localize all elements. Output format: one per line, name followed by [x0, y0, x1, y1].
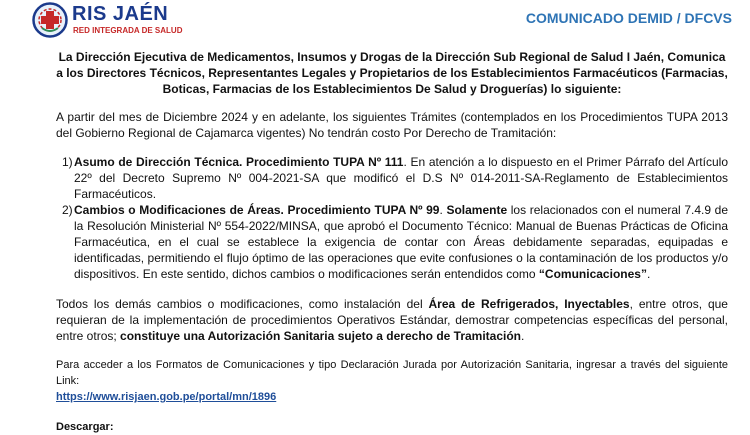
descargar-label: Descargar:	[56, 421, 114, 433]
paragraph-tramites: A partir del mes de Diciembre 2024 y en adelante, los siguientes Trámites (contemplados en los Procedimientos TUPA 2013 del Gobierno Regional de Cajamarca vigentes) No tendrán costo Por Derecho de Tramitación:	[56, 110, 728, 140]
item-text: los relacionados con el numeral 7.4.9 de la Resolución Ministerial Nº 554-2022/MINSA, que aprobó el Documento Técnico: Manual de Buenas Prácticas de Oficina Farmacéutica, en el cual se establece la exigencia de contar con Áreas debidamente separadas, equipadas e identificadas, permitiendo el flujo óptimo de las operaciones que evite confusiones o la contaminación de los productos y/o dispositivos. En este sentido, dichos cambios o modificaciones serán entendidos como	[74, 203, 728, 281]
list-item	[56, 202, 728, 282]
list-number: 2)	[62, 203, 73, 217]
text-run: Todos los demás cambios o modificaciones, como instalación del	[56, 297, 429, 311]
item-emphasis-quote: “Comunicaciones”	[538, 267, 647, 281]
document-body	[56, 49, 728, 435]
link-paragraph	[56, 389, 728, 405]
bold-run: constituye una Autorización Sanitaria sujeto a derecho de Tramitación	[120, 329, 522, 343]
text-run: , entre otros, que requieran de la implementación de procedimientos Operativos Estándar, demostrar competencias específicas del personal, entre otros;	[56, 297, 728, 343]
comunicado-title: COMUNICADO DEMID / DFCVS	[525, 10, 732, 26]
bold-run: Área de Refrigerados, Inyectables	[428, 297, 630, 311]
intro-paragraph: La Dirección Ejecutiva de Medicamentos, Insumos y Drogas de la Dirección Sub Regional de Salud I Jaén, Comunica a los Directores Técnicos, Representantes Legales y Propietarios de los Establecimientos Farmacéuticos (Farmacias, Boticas, Farmacias de los Establecimientos De Salud y Droguerías) lo siguiente:	[56, 50, 728, 96]
item-title: Cambios o Modificaciones de Áreas. Procedimiento TUPA Nº 99	[74, 203, 440, 217]
logo-subtitle: RED INTEGRADA DE SALUD	[73, 26, 183, 35]
list-number: 1)	[62, 155, 73, 169]
paragraph-formatos: Para acceder a los Formatos de Comunicaciones y tipo Declaración Jurada por Autorización Sanitaria, ingresar a través del siguiente Link:	[56, 359, 728, 387]
item-text: . En atención a lo dispuesto en el Primer Párrafo del Artículo 22º del Decreto Supremo Nº 004-2021-SA que modificó el D.S Nº 014-2011-SA-Reglamento de Establecimientos Farmacéuticos.	[74, 155, 728, 201]
document-header	[0, 0, 750, 42]
health-cross-logo-icon	[32, 2, 68, 38]
text-run: .	[521, 329, 525, 343]
logo-name: RIS JAÉN	[72, 3, 169, 25]
item-title: Asumo de Dirección Técnica. Procedimiento TUPA Nº 111	[74, 155, 404, 169]
formatos-link[interactable]: https://www.risjaen.gob.pe/portal/mn/1896	[56, 391, 277, 403]
ris-jaen-logo	[32, 2, 183, 38]
paragraph-autorizacion	[56, 296, 728, 344]
item-text: .	[439, 203, 447, 217]
list-item	[56, 154, 728, 202]
item-emphasis: Solamente	[446, 203, 508, 217]
item-text-end: .	[646, 267, 651, 281]
